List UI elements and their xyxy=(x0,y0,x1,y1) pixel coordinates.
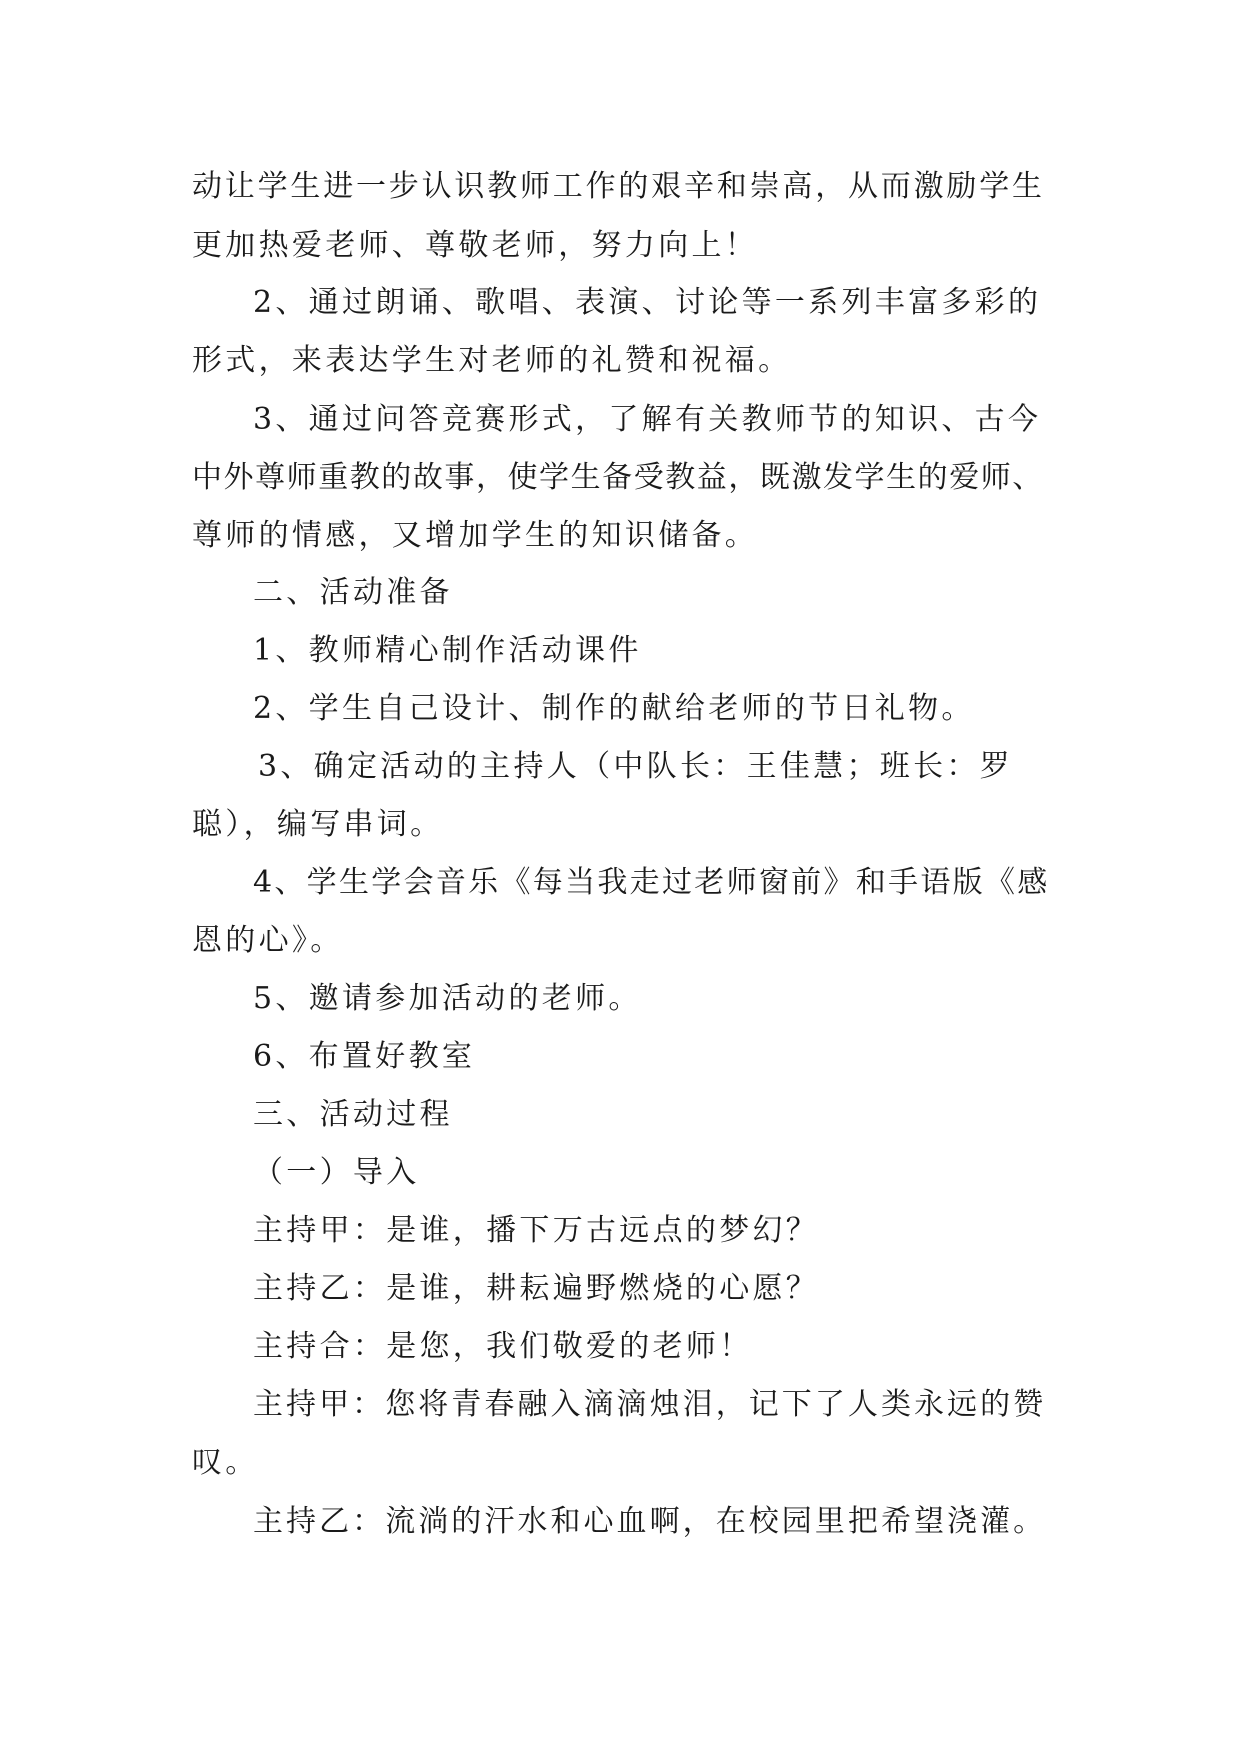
dialogue-line: 主持甲：您将青春融入滴滴烛泪，记下了人类永远的赞 xyxy=(253,1387,1047,1422)
paragraph-line: 3、确定活动的主持人（中队长：王佳慧；班长：罗 xyxy=(258,749,1013,784)
paragraph-line: 恩的心》。 xyxy=(192,923,344,958)
section-heading: 二、活动准备 xyxy=(253,575,453,610)
dialogue-line: 叹。 xyxy=(192,1445,259,1480)
dialogue-line: 主持乙：流淌的汗水和心血啊，在校园里把希望浇灌。 xyxy=(253,1504,1047,1539)
paragraph-line: 2、学生自己设计、制作的献给老师的节日礼物。 xyxy=(253,691,975,726)
dialogue-line: 主持乙：是谁，耕耘遍野燃烧的心愿？ xyxy=(253,1271,820,1306)
paragraph-line: 中外尊师重教的故事，使学生备受教益，既激发学生的爱师、 xyxy=(192,460,1044,495)
paragraph-line: 形式，来表达学生对老师的礼赞和祝福。 xyxy=(192,343,792,378)
paragraph-line: 更加热爱老师、尊敬老师，努力向上！ xyxy=(192,228,759,263)
paragraph-line: 动让学生进一步认识教师工作的艰辛和崇高，从而激励学生 xyxy=(192,169,1045,204)
paragraph-line: 聪），编写串词。 xyxy=(192,807,444,842)
paragraph-line: 1、教师精心制作活动课件 xyxy=(253,633,642,668)
paragraph-line: 2、通过朗诵、歌唱、表演、讨论等一系列丰富多彩的 xyxy=(253,285,1042,320)
dialogue-line: 主持甲：是谁，播下万古远点的梦幻？ xyxy=(253,1213,820,1248)
paragraph-line: 6、布置好教室 xyxy=(253,1039,476,1074)
paragraph-line: 4、学生学会音乐《每当我走过老师窗前》和手语版《感 xyxy=(253,865,1050,900)
section-heading: 三、活动过程 xyxy=(253,1097,453,1132)
dialogue-line: 主持合：是您，我们敬爱的老师！ xyxy=(253,1329,753,1364)
paragraph-line: 3、通过问答竞赛形式，了解有关教师节的知识、古今 xyxy=(253,402,1042,437)
paragraph-line: 尊师的情感，又增加学生的知识储备。 xyxy=(192,518,759,553)
paragraph-line: 5、邀请参加活动的老师。 xyxy=(253,981,642,1016)
subsection-heading: （一）导入 xyxy=(253,1155,420,1190)
